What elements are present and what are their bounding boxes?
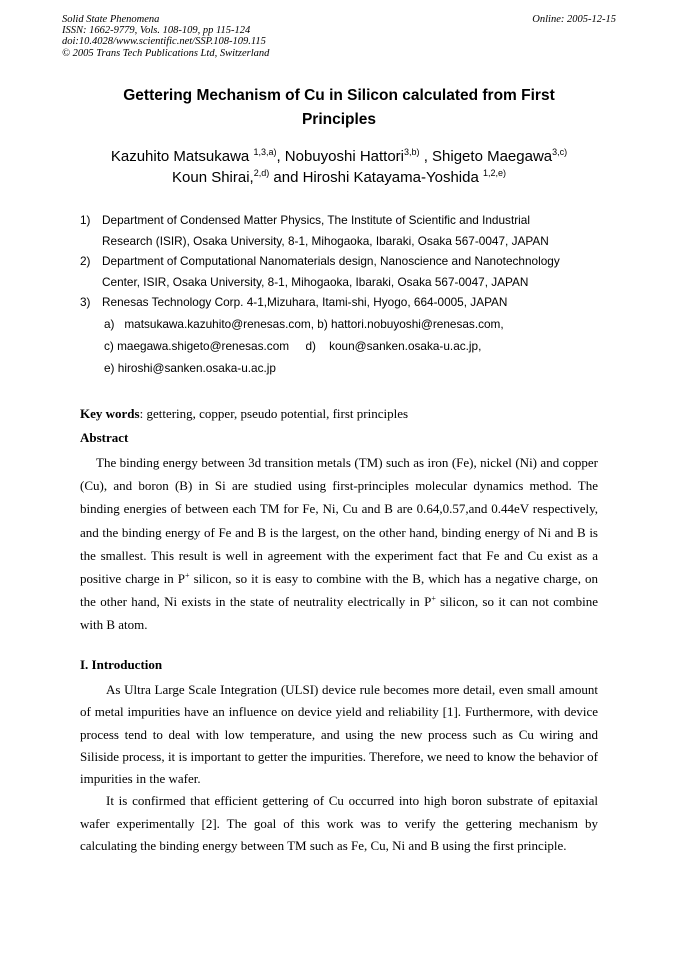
abstract-paragraph [80,451,598,637]
superscript: + [431,594,436,604]
author-name: , Nobuyoshi Hattori [276,148,405,165]
affiliation-list [80,210,620,379]
affiliation-item [80,210,620,251]
abstract-text: silicon, so it is easy to combine with the B, which has a negative charge, on the other hand, Ni exists in the state of neutrality electrically in P [80,571,598,610]
affiliation-item [80,251,620,292]
keywords-text: : gettering, copper, pseudo potential, first principles [139,406,409,421]
author-affil: 2,d) [253,168,270,178]
journal-doi: doi:10.4028/www.scientific.net/SSP.108-109.115 [62,36,266,48]
affiliation-number: 1) [80,213,91,227]
author-name: Kazuhito Matsukawa [110,148,254,165]
introduction-heading: I. Introduction [80,657,163,672]
email-line: a) matsukawa.kazuhito@renesas.com, b) hattori.nobuyoshi@renesas.com, [104,316,504,331]
journal-header [62,14,616,59]
affiliation-text: Renesas Technology Corp. 4-1,Mizuhara, Itami-shi, Hyogo, 664-0005, JAPAN [102,295,508,309]
journal-name: Solid State Phenomena [62,14,160,25]
paper-title: Gettering Mechanism of Cu in Silicon calculated from First Principles [123,87,555,128]
author-line-1 [60,146,618,167]
superscript: + [185,571,190,581]
abstract-text: The binding energy between 3d transition metals (TM) such as iron (Fe), nickel (Ni) and copper (Cu), and boron (B) in Si are studied using first-principles molecular dynamics method. The binding energies of between each TM for Fe, Ni, Cu and B are 0.64,0.57,and 0.44eV respectively, and the binding energy of Fe and B is the largest, on the other hand, binding energy of Ni and B is the smallest. This result is well in agreement with the experiment fact that Fe and Cu exist as a positive charge in P [80,455,598,587]
journal-issn: ISSN: 1662-9779, Vols. 108-109, pp 115-124 [62,25,251,37]
online-date: Online: 2005-12-15 [532,14,616,25]
affiliation-number: 3) [80,295,91,309]
affiliation-text: Research (ISIR), Osaka University, 8-1, Mihogaoka, Ibaraki, Osaka 567-0047, JAPAN [102,233,549,248]
email-line: e) hiroshi@sanken.osaka-u.ac.jp [104,360,276,375]
keywords-label: Key words [80,406,140,421]
author-name: and Hiroshi Katayama-Yoshida [269,169,483,186]
abstract-body [80,451,598,637]
email-line: c) maegawa.shigeto@renesas.com d) koun@sanken.osaka-u.ac.jp, [104,338,482,353]
author-line-2 [60,167,618,188]
affiliation-item [80,292,620,313]
affiliation-text: Department of Condensed Matter Physics, The Institute of Scientific and Industrial [102,213,530,227]
affiliation-text: Center, ISIR, Osaka University, 8-1, Mihogaoka, Ibaraki, Osaka 567-0047, JAPAN [102,274,529,289]
author-name: Koun Shirai, [172,169,254,186]
intro-paragraph: As Ultra Large Scale Integration (ULSI) device rule becomes more detail, even small amount of metal impurities have an influence on device yield and reliability [1]. Furthermore, with device process tend to deal with low temperature, and using the new process such as Cu wiring and Siliside process, it is important to getter the impurities. Therefore, we need to know the behavior of impurities in the wafer. [80,682,598,787]
journal-copyright: © 2005 Trans Tech Publications Ltd, Switzerland [62,47,270,59]
abstract-heading: Abstract [80,430,129,445]
author-list [60,146,618,188]
intro-paragraph: It is confirmed that efficient gettering of Cu occurred into high boron substrate of epitaxial wafer experimentally [2]. The goal of this work was to verify the gettering mechanism by calculating the binding energy between TM such as Fe, Cu, Ni and B using the first principle. [80,793,598,854]
abstract-text: silicon, so it can not combine with B atom. [80,594,598,633]
affiliation-text: Department of Computational Nanomaterials design, Nanoscience and Nanotechnology [102,254,560,268]
author-name: , Shigeto Maegawa [419,148,553,165]
author-affil: 3,b) [404,147,420,157]
affiliation-number: 2) [80,254,91,268]
author-affil: 1,3,a) [253,147,277,157]
author-affil: 1,2,e) [482,168,506,178]
keywords [80,405,408,422]
introduction-body [80,679,598,857]
author-affil: 3,c) [552,147,568,157]
